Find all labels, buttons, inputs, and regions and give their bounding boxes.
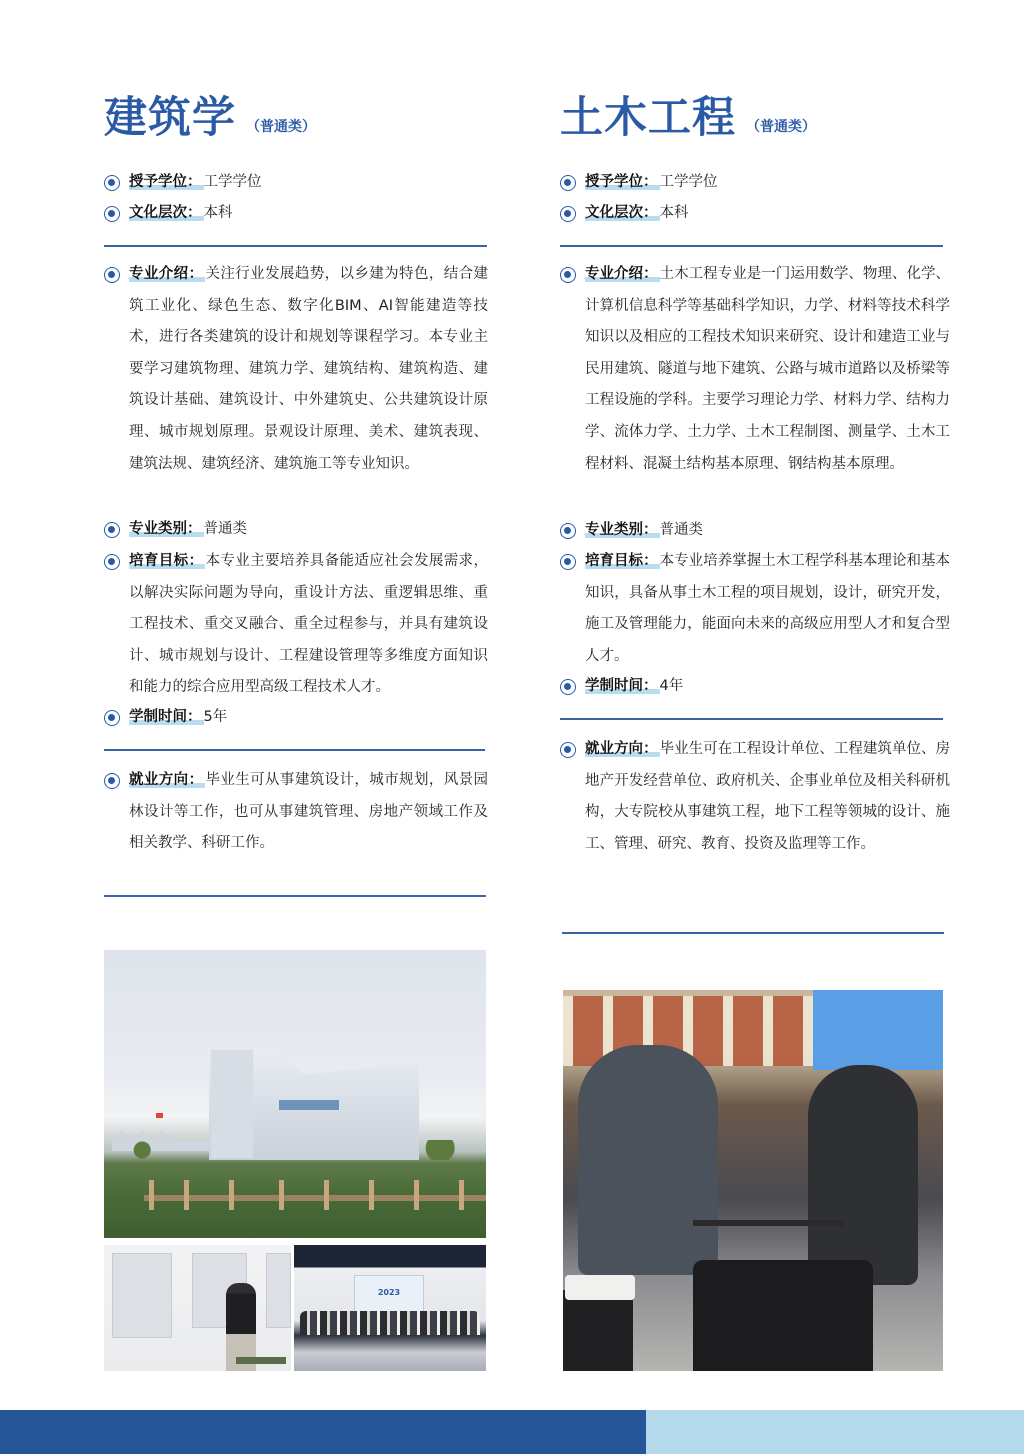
field-value: 工学学位 (203, 174, 262, 190)
photo-detail (369, 1180, 374, 1210)
flag-icon (156, 1113, 163, 1118)
photo-detail (104, 1140, 486, 1160)
duration-item (560, 671, 950, 703)
goal-item (104, 546, 488, 704)
footer-bar-dark (0, 1410, 646, 1454)
field-label: 授予学位： (129, 174, 202, 190)
radio-bullet-icon (104, 175, 120, 191)
photo-detail (813, 990, 943, 1070)
field-value: 毕业生可从事建筑设计，城市规划，风景园林设计等工作，也可从事建筑管理、房地产领域工作及相关教学、科研工作。 (129, 772, 489, 852)
radio-bullet-icon (560, 523, 576, 539)
radio-bullet-icon (560, 554, 576, 570)
radio-bullet-icon (560, 679, 576, 695)
drone-icon (693, 1220, 843, 1260)
degree-item (104, 167, 488, 199)
field-label: 文化层次： (585, 205, 658, 221)
photo-detail (149, 1180, 154, 1210)
field-label: 学制时间： (129, 709, 202, 725)
duration-item (104, 702, 488, 734)
major-type: （普通类） (746, 119, 816, 135)
photo-detail (266, 1253, 291, 1328)
radio-bullet-icon (104, 206, 120, 222)
field-value: 关注行业发展趋势，以乡建为特色，结合建筑工业化、绿色生态、数字化BIM、AI智能建造等技术，进行各类建筑的设计和规划等课程学习。本专业主要学习建筑物理、建筑力学、建筑结构、建筑构造、建筑设计基础、建筑设计、中外建筑史、公共建筑设计原理、城市规划原理。景观设计原理、美术、建筑表现、建筑法规、建筑经济、建筑施工等专业知识。 (129, 266, 489, 472)
photo-detail (184, 1180, 189, 1210)
photo-detail (236, 1357, 286, 1364)
field-label: 培育目标： (129, 553, 204, 569)
major-title-row (560, 94, 816, 142)
major-title: 建筑学 (104, 93, 236, 143)
major-type: （普通类） (246, 119, 316, 135)
photo-detail (414, 1180, 419, 1210)
radio-bullet-icon (104, 773, 120, 789)
field-value: 本专业主要培养具备能适应社会发展需求，以解决实际问题为导向，重设计方法、重逻辑思维、重工程技术、重交叉融合、重全过程参与，并具有建筑设计、城市规划与设计、工程建设管理等多维度方面知识和能力的综合应用型高级工程技术人才。 (129, 553, 489, 696)
photo-detail (563, 1290, 633, 1371)
group-meeting-photo (294, 1245, 486, 1371)
career-item (104, 765, 488, 860)
level-item (560, 198, 950, 230)
major-title-row (104, 94, 316, 142)
degree-item (560, 167, 950, 199)
field-label: 就业方向： (585, 741, 658, 757)
field-value: 本科 (203, 205, 233, 221)
field-label: 学制时间： (585, 678, 658, 694)
photo-detail (300, 1311, 480, 1335)
radio-bullet-icon (560, 742, 576, 758)
goal-item (560, 546, 950, 672)
field-label: 授予学位： (585, 174, 658, 190)
section-divider (560, 718, 943, 720)
section-divider (562, 932, 944, 934)
field-value: 工学学位 (659, 174, 718, 190)
field-value: 土木工程专业是一门运用数学、物理、化学、计算机信息科学等基础科学知识，力学、材料等技术科学知识以及相应的工程技术知识来研究、设计和建造工业与民用建筑、隧道与地下建筑、公路与城市道路以及桥梁等工程设施的学科。主要学习理论力学、材料力学、结构力学、流体力学、土力学、土木工程制图、测量学、土木工程材料、混凝土结构基本原理、钢结构基本原理。 (585, 266, 951, 472)
field-label: 专业介绍： (129, 266, 204, 282)
field-value: 5年 (203, 709, 228, 725)
level-item (104, 198, 488, 230)
career-item (560, 734, 950, 860)
category-item (560, 515, 950, 547)
photo-detail (324, 1180, 329, 1210)
section-divider (104, 895, 486, 897)
section-divider (104, 749, 485, 751)
radio-bullet-icon (104, 710, 120, 726)
field-label: 文化层次： (129, 205, 202, 221)
field-label: 专业类别： (129, 521, 202, 537)
field-label: 专业介绍： (585, 266, 658, 282)
field-value: 普通类 (659, 522, 703, 538)
radio-bullet-icon (104, 554, 120, 570)
field-value: 普通类 (203, 521, 247, 537)
intro-item (560, 259, 950, 480)
student-exhibition-photo (104, 1245, 291, 1371)
photo-detail (229, 1180, 234, 1210)
footer-bar-light (646, 1410, 1024, 1454)
field-value: 本科 (659, 205, 689, 221)
field-value: 毕业生可在工程设计单位、工程建筑单位、房地产开发经营单位、政府机关、企事业单位及相关科研机构，大专院校从事建筑工程，地下工程等领城的设计、施工、管理、研究、教育、投资及监理等工作。 (585, 741, 951, 852)
section-divider (560, 245, 943, 247)
field-value: 4年 (659, 678, 684, 694)
radio-bullet-icon (560, 175, 576, 191)
field-label: 就业方向： (129, 772, 204, 788)
field-value: 本专业培养掌握土木工程学科基本理论和基本知识，具备从事土木工程的项目规划，设计，研究开发，施工及管理能力，能面向未来的高级应用型人才和复合型人才。 (585, 553, 951, 664)
major-title: 土木工程 (560, 93, 736, 143)
category-item (104, 514, 488, 546)
radio-bullet-icon (560, 267, 576, 283)
photo-detail (459, 1180, 464, 1210)
photo-detail (565, 1275, 635, 1300)
section-divider (104, 245, 487, 247)
field-label: 专业类别： (585, 522, 658, 538)
photo-detail (279, 1100, 339, 1110)
radio-bullet-icon (560, 206, 576, 222)
architecture-render-photo (104, 950, 486, 1238)
photo-detail (144, 1195, 486, 1201)
photo-detail (693, 1260, 873, 1371)
photo-detail (279, 1180, 284, 1210)
radio-bullet-icon (104, 267, 120, 283)
radio-bullet-icon (104, 522, 120, 538)
intro-item (104, 259, 488, 480)
projector-screen: 2023 (354, 1275, 424, 1315)
field-label: 培育目标： (585, 553, 658, 569)
drone-demonstration-photo (563, 990, 943, 1371)
photo-detail (112, 1253, 172, 1338)
